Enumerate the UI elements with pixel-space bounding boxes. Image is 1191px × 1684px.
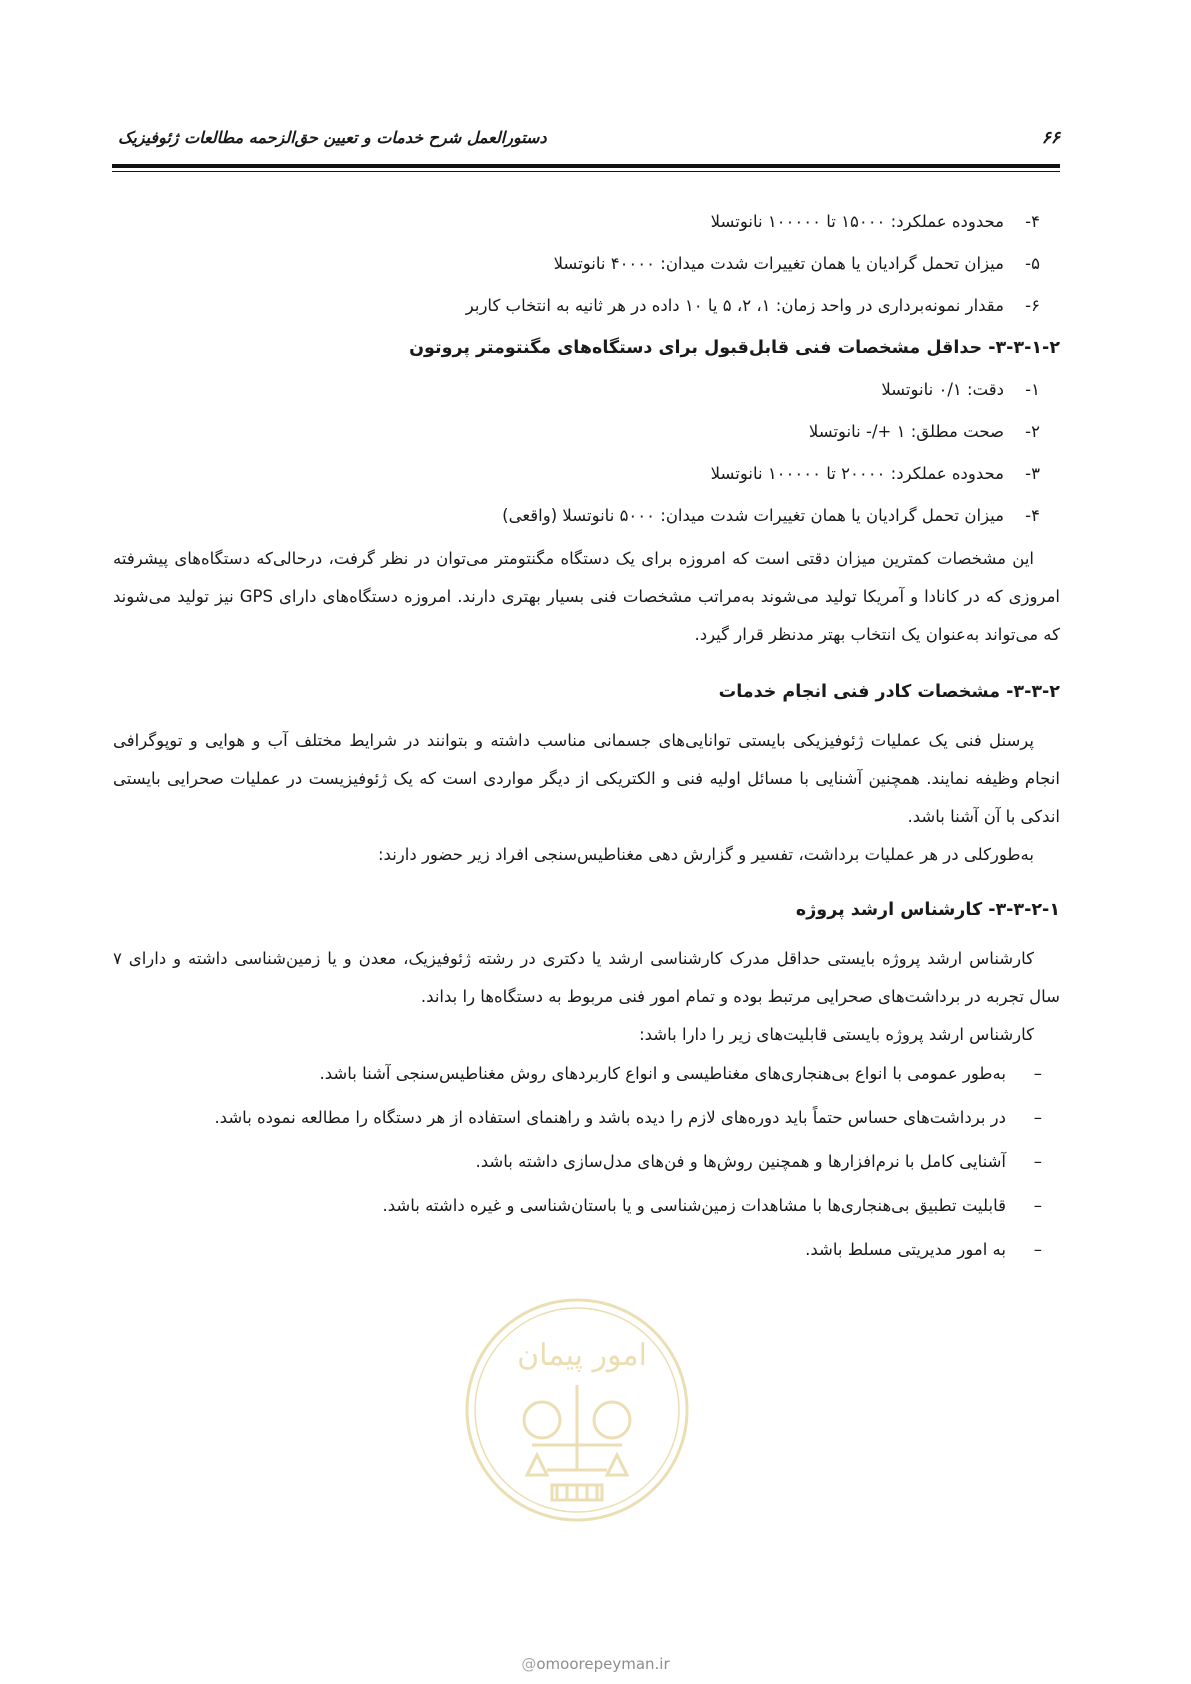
list-item (113, 1230, 1060, 1270)
list-item-number: ۴- (1025, 506, 1040, 525)
list-item-number: ۳- (1025, 464, 1040, 483)
site-handle: omoorepeyman.ir (536, 1655, 670, 1673)
bullet-dash: – (1033, 1196, 1042, 1215)
list-item-text: قابلیت تطبیق بی‌هنجاری‌ها با مشاهدات زمین‌شناسی و یا باستان‌شناسی و غیره داشته باشد. (382, 1196, 1006, 1215)
header-rule-thin (112, 171, 1060, 172)
page-number: ۶۶ (1041, 128, 1060, 148)
site-footer (0, 1655, 1191, 1673)
list-item-text: در برداشت‌های حساس حتماً باید دوره‌های لازم را دیده باشد و راهنمای استفاده از هر دستگاه را مطالعه نموده باشد. (214, 1108, 1006, 1127)
list-item-text: میزان تحمل گرادیان یا همان تغییرات شدت میدان: ۴۰۰۰۰ نانوتسلا (553, 254, 1004, 273)
at-symbol: @ (521, 1655, 537, 1673)
body-paragraph: کارشناس ارشد پروژه بایستی حداقل مدرک کارشناسی ارشد یا دکتری در رشته ژئوفیزیک، معدن و یا زمین‌شناسی داشته و دارای ۷ سال تجربه در برداشت‌های صحرایی مرتبط بوده و تمام امور فنی مربوط به دستگاه‌ها را بداند. (113, 949, 1060, 1006)
list-item (113, 378, 1060, 402)
list-item (113, 252, 1060, 276)
bullet-dash: – (1033, 1108, 1042, 1127)
section-heading-senior-expert: ۳-۳-۲-۱- کارشناس ارشد پروژه (795, 900, 1060, 920)
section-heading-technical-staff: ۳-۳-۲- مشخصات کادر فنی انجام خدمات (718, 682, 1060, 702)
header-rule-thick (112, 164, 1060, 168)
list-item (113, 504, 1060, 528)
header-title: دستورالعمل شرح خدمات و تعیین حق‌الزحمه مطالعات ژئوفیزیک (118, 128, 547, 147)
list-item-text: صحت مطلق: ۱ +/- نانوتسلا (808, 422, 1004, 441)
list-item (113, 420, 1060, 444)
spec-list-continued (113, 210, 1060, 318)
list-item-text: به‌طور عمومی با انواع بی‌هنجاری‌های مغناطیسی و انواع کاربردهای روش مغناطیس‌سنجی آشنا باشد. (319, 1064, 1006, 1083)
list-item-number: ۵- (1025, 254, 1040, 273)
list-item (113, 210, 1060, 234)
proton-magnetometer-specs (113, 378, 1060, 528)
list-item-number: ۲- (1025, 422, 1040, 441)
running-header (118, 128, 1060, 156)
seal-lettering: امور پیمان (517, 1338, 647, 1373)
body-paragraph: کارشناس ارشد پروژه بایستی قابلیت‌های زیر را دارا باشد: (639, 1025, 1034, 1044)
list-item-text: به امور مدیریتی مسلط باشد. (805, 1240, 1006, 1259)
list-item-text: محدوده عملکرد: ۲۰۰۰۰ تا ۱۰۰۰۰۰ نانوتسلا (710, 464, 1004, 483)
body-paragraph: این مشخصات کمترین میزان دقتی است که امروزه برای یک دستگاه مگنتومتر می‌توان در نظر گرفت، درحالی‌که دستگاه‌های پیشرفته امروزی که در کانادا و آمریکا تولید می‌شوند به‌مراتب مشخصات فنی بسیار بهتری دارند. امروزه دستگاه‌های دارای GPS نیز تولید می‌شوند که می‌تواند به‌عنوان یک انتخاب بهتر مدنظر قرار گیرد. (113, 549, 1060, 644)
list-item-text: دقت: ۰/۱ نانوتسلا (881, 380, 1004, 399)
list-item-number: ۱- (1025, 380, 1040, 399)
bullet-dash: – (1033, 1064, 1042, 1083)
list-item-number: ۶- (1025, 296, 1040, 315)
list-item (113, 1098, 1060, 1138)
list-item (113, 294, 1060, 318)
list-item (113, 462, 1060, 486)
list-item (113, 1054, 1060, 1094)
list-item-text: مقدار نمونه‌برداری در واحد زمان: ۱، ۲، ۵ یا ۱۰ داده در هر ثانیه به انتخاب کاربر (465, 296, 1004, 315)
list-item (113, 1186, 1060, 1226)
bullet-dash: – (1033, 1152, 1042, 1171)
list-item-text: محدوده عملکرد: ۱۵۰۰۰ تا ۱۰۰۰۰۰ نانوتسلا (710, 212, 1004, 231)
body-paragraph: پرسنل فنی یک عملیات ژئوفیزیکی بایستی توانایی‌های جسمانی مناسب داشته و بتوانند در شرایط مختلف آب و هوایی و توپوگرافی انجام وظیفه نمایند. همچنین آشنایی با مسائل اولیه فنی و الکتریکی از دیگر مواردی است که یک ژئوفیزیست در عملیات صحرایی بایستی اندکی با آن آشنا باشد. (113, 731, 1060, 826)
list-item (113, 1142, 1060, 1182)
section-heading-proton-magnetometer: ۳-۳-۱-۲- حداقل مشخصات فنی قابل‌قبول برای دستگاه‌های مگنتومتر پروتون (409, 338, 1060, 358)
list-item-text: آشنایی کامل با نرم‌افزارها و همچنین روش‌ها و فن‌های مدل‌سازی داشته باشد. (475, 1152, 1006, 1171)
list-item-number: ۴- (1025, 212, 1040, 231)
bullet-dash: – (1033, 1240, 1042, 1259)
page-body (113, 210, 1060, 1274)
list-item-text: میزان تحمل گرادیان یا همان تغییرات شدت میدان: ۵۰۰۰ نانوتسلا (واقعی) (502, 506, 1004, 525)
qualification-list (113, 1054, 1060, 1270)
body-paragraph: به‌طورکلی در هر عملیات برداشت، تفسیر و گزارش دهی مغناطیس‌سنجی افراد زیر حضور دارند: (377, 845, 1034, 864)
seal-watermark-icon (462, 1295, 692, 1525)
